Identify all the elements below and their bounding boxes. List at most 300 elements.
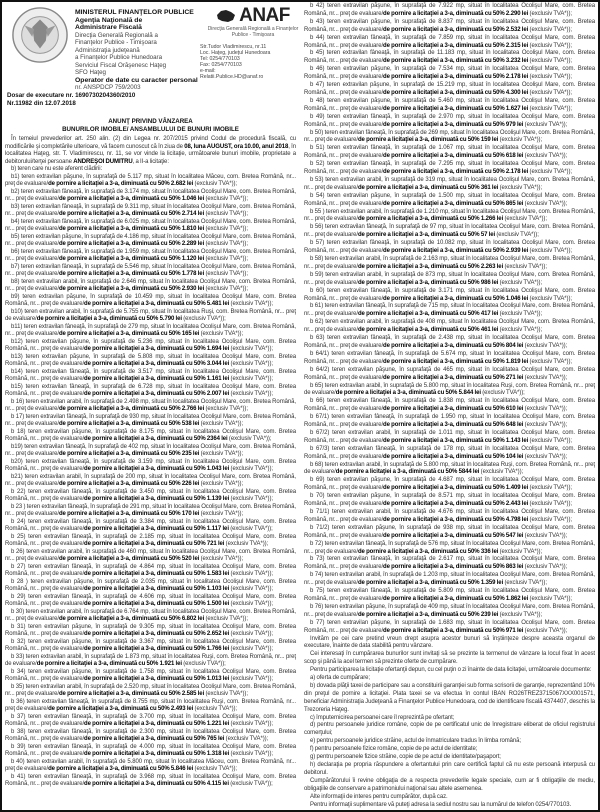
price-value: 2.315 (505, 42, 521, 49)
land-use: arabil (366, 319, 382, 326)
land-use: păşune (71, 428, 92, 435)
area-sqm: 9.305 (139, 623, 154, 630)
price-value: 2.532 (505, 26, 521, 33)
area-sqm: 3.171 (438, 287, 454, 294)
price-value: 1.143 (505, 437, 521, 444)
property-item: b 39) teren extravilan fâneaţă, în suprafaţă de 4.000 mp, situat în localitatea Ocolişul Mare, com. Bretea Română, nr... preţ de evaluare/de pornire a licitaţiei a 3-a, diminuată cu 50% 1.318 lei (exclusiv TVA*)); (5, 743, 296, 758)
locality: Ocolişul Mare (499, 303, 536, 310)
item-label: b 55 ) (310, 208, 325, 215)
letterhead (5, 0, 299, 118)
area-sqm: 2.185 (139, 533, 155, 540)
locality: Ocolişul Mare (222, 713, 260, 720)
starting-price: de pornire a licitaţiei a 3-a, diminuată cu 50% 336 lei (357, 548, 499, 555)
starting-price: de pornire a licitaţiei a 3-a, diminuată cu 50% 57 lei (357, 232, 496, 239)
starting-price: de pornire a licitaţiei a 3-a, diminuată cu 50% 2.532 lei (383, 26, 529, 33)
starting-price: de pornire a licitaţiei a 3-a, diminuată cu 50% 1.766 lei (84, 646, 230, 653)
agency-name-2: Administrare Fiscală (75, 24, 142, 31)
item-label: b 51) (310, 145, 325, 152)
locality: Ocolişul Mare (499, 572, 536, 579)
price-value: 2.289 (181, 241, 197, 248)
locality: Ocolişul Mare (222, 623, 260, 630)
item-label: b 66) (310, 398, 325, 405)
land-use: păşune (370, 3, 391, 9)
land-use: fâneaţă (365, 303, 386, 310)
price-value: 1.013 (206, 676, 222, 683)
starting-price: de pornire a licitaţiei a 3-a, diminuată cu 50% 1.013 lei (84, 676, 230, 683)
land-use: păşune (71, 623, 92, 630)
area-sqm: 3.968 (139, 773, 155, 780)
locality: Ocolişul Mare (222, 578, 260, 585)
locality: Ocolişul Mare (522, 350, 559, 357)
starting-price: de pornire a licitaţiei a 3-a, diminuată cu 50% 2.178 lei (383, 74, 529, 81)
property-item: b 27) teren extravilan fâneaţă, în suprafaţă de 4.864 mp, situat în localitatea Ocolişul Mare, com. Bretea Română, nr... preţ de evaluare/de pornire a licitaţiei a 3-a, diminuată cu 50% 1.583 lei (exclusiv TVA*)); (5, 563, 296, 578)
starting-price: de pornire a licitaţiei a 3-a, diminuată cu 50% 170 lei (58, 511, 200, 518)
property-item: b21) teren extravilan arabil, în suprafaţă de 200 mp, situat în localitatea Ocolişul Mare, com. Bretea Română, nr... preţ de evaluare/de pornire a licitaţiei a 3-a, diminuată cu 50% 226 lei (exclusiv TVA*)); (5, 473, 296, 488)
land-use: arabil (365, 572, 380, 579)
price-value: 1.266 (480, 216, 496, 223)
starting-price: de pornire a licitaţiei a 3-a, diminuată cu 50% 271 lei (383, 374, 524, 381)
property-item: b 29) teren extravilan fâneaţă, în suprafaţă de 4.606 mp, situat în localitatea Ocolişul Mare, com. Bretea Română, nr... preţ de evaluare/de pornire a licitaţiei a 3-a, diminuată cu 50% 1.500 lei (exclusiv TVA*)); (5, 593, 296, 608)
area-sqm: 5.809 (438, 588, 454, 595)
item-label: b 61) (310, 303, 324, 310)
property-item: b 49) teren extravilan fâneaţă, în suprafaţă de 2.970 mp, situat în localitatea Ocolişul Mare, com. Bretea Română, nr... preţ de evaluare/de pornire a licitaţiei a 3-a, diminuată cu 50% 979 lei (exclusiv TVA*)); (304, 113, 595, 128)
land-use: arabil (67, 653, 82, 660)
property-item: b 61) teren extravilan fâneaţă, în suprafaţă de 715 mp, situat în localitatea Ocolişul Mare, com. Bretea Română, nr... preţ de evaluare/de pornire a licitaţiei a 3-a, diminuată cu 50% 417 lei (exclusiv TVA*)); (304, 303, 595, 318)
area-sqm: 1.683 (438, 619, 453, 626)
item-label: b1) (11, 173, 20, 180)
starting-price: de pornire a licitaţiei a 3-a, diminuată cu 50% 417 lei (357, 311, 499, 318)
item-label: b20) (11, 458, 23, 465)
land-use: fâneaţă (71, 563, 92, 570)
price-value: 1.139 (206, 496, 222, 503)
property-item: b 43) teren extravilan păşune, în suprafaţă de 8.837 mp, situat în localitatea Ocolişul Mare, com. Bretea Română, nr... preţ de evaluare/de pornire a licitaţiei a 3-a, diminuată cu 50% 2.532 lei (exclusiv TVA*)); (304, 18, 595, 33)
area-sqm: 4.606 (139, 593, 155, 600)
anaf-logo (205, 6, 301, 38)
locality: Ocolişul Mare (200, 608, 237, 615)
land-use: fâneaţă (65, 323, 85, 330)
starting-price: de pornire a licitaţiei a 3-a, diminuată cu 50% 971 lei (383, 627, 524, 634)
starting-price: de pornire a licitaţiei a 3-a, diminuată cu 50% 2.930 lei (58, 286, 205, 293)
locality: Ocolişul Mare (521, 97, 559, 104)
land-use: fâneaţă (61, 188, 82, 195)
locality: Ocolişul Mare (521, 82, 559, 89)
area-sqm: 5.755 (123, 308, 139, 315)
item-label: b 63) (310, 335, 325, 342)
starting-price: de pornire a licitaţiei a 3-a, diminuată cu 50% 618 lei (383, 153, 524, 160)
locality: Ocolişul Mare (221, 368, 259, 375)
area-sqm: 2.520 (124, 683, 139, 690)
price-value: 618 (505, 153, 516, 160)
property-item: b 69) teren extravilan păşune, în suprafaţă de 4.687 mp, situat în localitatea Ocolişul Mare, com. Bretea Română, nr... preţ de evaluare/de pornire a licitaţiei a 3-a, diminuată cu 50% 1.409 lei (exclusiv TVA*)); (304, 477, 595, 492)
item-label: b4) (11, 218, 20, 225)
area-sqm: 15.219 (436, 82, 455, 89)
item-label: b 53) (310, 176, 324, 183)
starting-price: de pornire a licitaţiei a 3-a, diminuată cu 50% 979 lei (383, 121, 524, 128)
starting-price: de pornire a licitaţiei a 3-a, diminuată cu 50% 1.862 lei (383, 595, 529, 602)
property-item: b 57) teren extravilan fâneaţă, în suprafaţă de 10.082 mp, situat în localitatea Ocolişul Mare, com. Bretea Română, nr... preţ de evaluare/de pornire a licitaţiei a 3-a, diminuată cu 50% 2.939 lei (exclusiv TVA*)); (304, 240, 595, 255)
starting-price: de pornire a licitaţiei a 3-a, diminuată cu 50% 6.802 lei (58, 616, 205, 623)
item-label: b 32) (11, 638, 26, 645)
property-item: b 65) teren extravilan arabil, în suprafaţă de 5.800 mp, situat în localitatea Ruşi, com. Bretea Română, nr... preţ de evaluare/de pornire a licitaţiei a 3-a, diminuată cu 50% 5.844 lei (exclusiv TVA*)); (304, 382, 596, 397)
price-value: 417 (480, 311, 491, 318)
locality: Ruşi (500, 461, 513, 468)
area-sqm: 3.700 (139, 713, 155, 720)
locality: Ruşi (201, 308, 213, 315)
property-item: b14) teren extravilan fâneaţă, în suprafaţă de 3.517 mp, situat în localitatea Ocolişul Mare, com. Bretea Română, nr... preţ de evaluare/de pornire a licitaţiei a 3-a, diminuată cu 50% 1.161 lei (exclusiv TVA*)); (5, 368, 296, 383)
price-value: 3.232 (505, 58, 521, 65)
item-label: b 67/2) (310, 429, 330, 436)
land-use: fâneaţă (370, 50, 390, 57)
starting-price: de pornire a licitaţiei a 3-a, diminuată cu 50% 1.117 lei (84, 526, 229, 533)
property-item: b 75) teren extravilan fâneaţă, în suprafaţă de 5.809 mp, situat în localitatea Ocolişul Mare, com. Bretea Română, nr... preţ de evaluare/de pornire a licitaţiei a 3-a, diminuată cu 50% 1.862 lei (exclusiv TVA*)); (304, 588, 595, 602)
org-line: Direcţia Generală Regională a (75, 31, 158, 39)
item-label: b3) (11, 203, 20, 210)
price-value: 520 (181, 556, 192, 563)
item-label: b 41) (11, 773, 26, 780)
area-sqm: 930 (129, 413, 139, 420)
email-link[interactable]: Relatii.Publice.HD@anaf.ro (200, 74, 264, 80)
land-use: fâneaţă (71, 533, 92, 540)
starting-price: de pornire a licitaţiei a 3-a, diminuată cu 50% 1.583 lei (84, 571, 230, 578)
area-sqm: 10.459 (134, 293, 153, 300)
item-label: b 75) (310, 588, 325, 595)
phone: Tel: 0254/770103 (200, 56, 240, 62)
property-item: b4) teren extravilan fâneaţă, în suprafaţă de 6.025 mp, situat în localitatea Ocolişul Mare, com. Bretea Română, nr... preţ de evaluare/de pornire a licitaţiei a 3-a, diminuată cu 50% 1.810 lei (exclusiv TVA*)); (5, 218, 296, 233)
area-sqm: 1.500 (438, 192, 453, 199)
area-sqm: 2.498 (124, 398, 139, 405)
land-use: arabil (375, 509, 390, 515)
land-use: fâneaţă (71, 593, 92, 600)
area-sqm: 5.460 (438, 97, 453, 104)
price-value: 336 (480, 548, 491, 555)
price-value: 1.046 (505, 295, 521, 302)
land-use: fâneaţă (71, 728, 92, 735)
item-label: b 71/2) (310, 524, 330, 531)
area-sqm: 3.367 (139, 638, 154, 645)
area-sqm: 1.203 (423, 572, 438, 579)
property-item: b3) teren extravilan fâneaţă, în suprafaţă de 9.311 mp, situat în localitatea Ocolişul Mare, com. Bretea Română, nr... preţ de evaluare/de pornire a licitaţiei a 3-a, diminuată cu 50% 2.714 lei (exclusiv TVA*)); (5, 203, 296, 218)
property-item: b 45) teren extravilan fâneaţă, în suprafaţă de 11.183 mp, situat în localitatea Ocolişul Mare, com. Bretea Română, nr... preţ de evaluare/de pornire a licitaţiei a 3-a, diminuată cu 50% 3.232 lei (exclusiv TVA*)); (304, 50, 595, 65)
locality: Ocolişul Mare (200, 323, 236, 330)
area-sqm: 402 (128, 443, 139, 450)
land-use: arabil (366, 271, 382, 278)
locality: Ocolişul Mare (521, 524, 559, 531)
starting-price: de pornire a licitaţiei a 3-a, diminuată cu 50% 648 lei (383, 422, 524, 429)
locality: Ocolişul Mare (521, 240, 559, 247)
locality: Ocolişul Mare (200, 263, 237, 270)
locality: Ocolişul Mare (521, 192, 559, 199)
property-item: b 56) teren extravilan fâneaţă, în suprafaţă de 97 mp, situat în localitatea Ocolişul Mare, com. Bretea Română, nr... preţ de evaluare/de pornire a licitaţiei a 3-a, diminuată cu 50% 57 lei (exclusiv TVA*)); (304, 224, 595, 239)
area-sqm: 3.384 (139, 518, 155, 525)
price-value: 2.443 (505, 501, 521, 508)
property-item: b 62) teren extravilan arabil, în suprafaţă de 408 mp, situat în localitatea Ocolişul Mare, com. Bretea Română, nr... preţ de evaluare/de pornire a licitaţiei a 3-a, diminuată cu 50% 461 lei (exclusiv TVA*)); (304, 319, 595, 334)
starting-price: de pornire a licitaţiei a 3-a, diminuată cu 50% 1.318 lei (84, 751, 230, 758)
land-use: fâneaţă (375, 445, 396, 452)
organization-block (75, 9, 198, 92)
area-sqm: 4.864 (139, 563, 155, 570)
land-use: fâneaţă (71, 773, 92, 780)
locality: Ocolişul Mare (521, 619, 559, 626)
anaf-logo-text: ANAF (239, 5, 290, 26)
section-heading: b) teren care nu este aferent clădirii: (11, 166, 103, 173)
condition-paragraph: d) pentru persoanele juridice române, copie de pe certificatul unic de înregistrare eliberat de oficiul registrului comerţului; (304, 722, 595, 737)
item-label: b 64/1) (310, 350, 329, 357)
land-use: fâneaţă (65, 443, 85, 450)
price-value: 865 (505, 200, 516, 207)
item-label: b 38) (11, 728, 26, 735)
starting-price: de pornire a licitaţiei a 3-a, diminuată cu 50% 1.810 lei (58, 226, 205, 233)
land-use: fâneaţă (370, 113, 391, 120)
conditions-section (304, 636, 595, 810)
starting-price: de pornire a licitaţiei a 3-a, diminuată cu 50% 2.766 lei (58, 406, 205, 413)
locality: Ocolişul Mare (200, 683, 237, 690)
starting-price: de pornire a licitaţiei a 3-a, diminuată cu 50% 4.798 lei (383, 516, 529, 523)
item-label: b21) (11, 473, 23, 480)
land-use: arabil (66, 473, 81, 480)
condition-paragraph: b) dovada plăţii taxei de participare sau a constituirii garanţiei sub forma scrisorii de garanţie, reprezentând 10% din preţul de pornire a licitaţiei. Plata taxei se va efectua în contul IBAN RO26TREZ3715067XXX001571, beneficiar Administraţia Judeţeană a Finanţelor Publice Hunedoara, cod de identificare fiscală 4374407, deschis la Trezoreria Haţeg. (304, 682, 595, 713)
item-label: b 46) (310, 66, 325, 73)
land-use: fâneaţă (71, 488, 92, 495)
locality: Ocolişul Mare (222, 428, 260, 435)
property-item: b 23 ) teren extravilan fâneaţă, în suprafaţă de 291 mp, situat în localitatea Ocolişul Mare, com. Bretea Română, nr... preţ de evaluare/de pornire a licitaţiei a 3-a, diminuată cu 50% 170 lei (exclusiv TVA*)); (5, 503, 296, 518)
item-label: b 42) (310, 3, 325, 9)
locality: Ocolişul Mare (498, 319, 535, 326)
area-sqm: 4.000 (139, 743, 155, 750)
item-label: b 26) (11, 548, 25, 555)
land-use: păşune (370, 477, 391, 484)
area-sqm: 6.728 (137, 383, 153, 390)
item-label: b 72) (310, 540, 324, 547)
condition-paragraph: Pentru informaţii suplimentare vă puteţi adresa la sediul nostru sau la numărul de telefon 0254/770103. (310, 801, 572, 808)
land-use: fâneaţă (71, 518, 92, 525)
property-item: b 33) teren extravilan arabil, în suprafaţă de 1.873 mp, situat în localitatea Ruşi, com. Bretea Română, nr... preţ de evaluare/de pornire a licitaţiei a 3-a, diminuată cu 50% 1.921 lei (exclusiv TVA*)); (5, 653, 297, 668)
area-sqm: 319 (425, 176, 436, 183)
area-sqm: 8.755 (132, 698, 148, 705)
locality: Ocolişul Mare (521, 366, 559, 373)
item-label: b 29) (11, 593, 26, 600)
starting-price: de pornire a licitaţiei a 3-a, diminuată cu 50% 361 lei (357, 184, 499, 191)
price-value: 1.046 (181, 196, 197, 203)
title-line: BUNURILOR IMOBILE/ ANSAMBLULUI DE BUNURI IMOBILE (62, 125, 239, 133)
land-use: arabil (66, 398, 81, 405)
item-label: b6) (11, 248, 20, 255)
starting-price: de pornire a licitaţiei a 3-a, diminuată cu 50% 2.493 lei (48, 706, 194, 713)
locality: Ocolişul Mare (521, 113, 559, 120)
starting-price: de pornire a licitaţiei a 3-a, diminuată cu 50% 1.143 lei (383, 437, 529, 444)
fax: Fax: 0254/770103 (200, 62, 242, 68)
price-value: 2.682 (170, 181, 186, 188)
land-use: fâneaţă (62, 203, 82, 210)
starting-price: de pornire a licitaţiei a 3-a, diminuată cu 50% 239 lei (357, 611, 499, 618)
ministry-name: MINISTERUL FINANŢELOR PUBLICE (75, 9, 194, 16)
locality: Ocolişul Mare (521, 556, 559, 563)
area-sqm: 291 (129, 503, 140, 510)
price-value: 239 (480, 611, 491, 618)
price-value: 3.044 (206, 361, 222, 368)
item-label: b 23 ) (11, 503, 26, 510)
locality: Ocolişul Mare (222, 638, 260, 645)
area-sqm: 409 (428, 603, 438, 610)
land-use: arabil (66, 608, 81, 615)
org-line: Serviciul Fiscal Orăşenesc Haţeg (75, 61, 167, 69)
land-use: fâneaţă (61, 263, 82, 270)
locality: Ocolişul Mare (201, 503, 237, 510)
price-value: 2.178 (505, 74, 521, 81)
starting-price: de pornire a licitaţiei a 3-a, diminuată cu 50% 721 lei (84, 541, 225, 548)
area-sqm: 269 (428, 129, 438, 136)
starting-price: de pornire a licitaţiei a 3-a, diminuată cu 50% 1.359 lei (357, 580, 504, 587)
price-value: 610 (505, 406, 516, 413)
price-value: 461 (480, 327, 491, 334)
property-item: b 32) teren extravilan păşune, în suprafaţă de 3.367 mp, situat în localitatea Ocolişul Mare, com. Bretea Română, nr... preţ de evaluare/de pornire a licitaţiei a 3-a, diminuată cu 50% 1.766 lei (exclusiv TVA*)); (5, 638, 296, 653)
price-value: 804 (505, 342, 516, 349)
property-item: b7) teren extravilan fâneaţă, în suprafaţă de 5.546 mp, situat în localitatea Ocolişul Mare, com. Bretea Română, nr... preţ de evaluare/de pornire a licitaţiei a 3-a, diminuată cu 50% 1.778 lei (exclusiv TVA*)); (5, 263, 296, 278)
starting-price: de pornire a licitaţiei a 3-a, diminuată cu 50% 5.844 lei (335, 390, 481, 397)
starting-price: de pornire a licitaţiei a 3-a, diminuată cu 50% 1.103 lei (84, 586, 230, 593)
price-value: 979 (505, 121, 516, 128)
land-use: arabil (366, 461, 381, 468)
auction-date: 08, luna AUGUST, ora 10.00, anul 2018 (184, 143, 289, 150)
property-item: b 70) teren extravilan păşune, în suprafaţă de 8.571 mp, situat în localitatea Ocolişul Mare, com. Bretea Română, nr... preţ de evaluare/de pornire a licitaţiei a 3-a, diminuată cu 50% 2.443 lei (exclusiv TVA*)); (304, 493, 595, 508)
locality: Ocolişul Mare (221, 338, 259, 345)
locality: Ocolişul Mare (521, 18, 559, 25)
property-item: b11) teren extravilan fâneaţă, în suprafaţă de 279 mp, situat în localitatea Ocolişul Mare, com. Bretea Română, nr... preţ de evaluare/de pornire a licitaţiei a 3-a, diminuată cu 50% 165 lei (exclusiv TVA*)); (5, 323, 296, 338)
price-value: 1.359 (480, 580, 496, 587)
land-use: păşune (375, 524, 395, 531)
locality: Ruşi (211, 698, 224, 705)
price-value: 1.117 (206, 526, 222, 533)
area-sqm: 4.186 (124, 233, 139, 240)
land-use: păşune (370, 97, 391, 104)
locality: Ocolişul Mare (199, 473, 236, 480)
area-sqm: 8.571 (438, 493, 453, 500)
starting-price: de pornire a licitaţiei a 3-a, diminuată cu 50% 5.481 lei (84, 301, 230, 308)
price-value: 648 (505, 422, 516, 429)
item-label: b 73) (310, 556, 325, 563)
area-sqm: 938 (443, 524, 453, 531)
price-value: 1.318 (206, 751, 222, 758)
price-value: 2.263 (480, 263, 496, 270)
starting-price: de pornire a licitaţiei a 3-a, diminuată cu 50% 986 lei (357, 279, 499, 286)
land-use: păşune (370, 18, 391, 25)
starting-price: de pornire a licitaţiei a 3-a, diminuată cu 50% 1.694 lei (84, 346, 230, 353)
starting-price: de pornire a licitaţiei a 3-a, diminuată cu 50% 538 lei (58, 421, 200, 428)
price-value: 4.115 (206, 781, 222, 788)
price-value: 2.939 (505, 248, 521, 255)
land-use: arabil (67, 548, 83, 555)
starting-price: de pornire a licitaţiei a 3-a, diminuată cu 50% 2.652 lei (84, 631, 230, 638)
price-value: 361 (480, 184, 491, 191)
price-value: 5844 (458, 469, 472, 476)
area-sqm: 5.808 (137, 353, 153, 360)
price-value: 5.790 (159, 316, 175, 323)
price-value: 2.714 (181, 211, 197, 218)
locality: Ocolişul Mare (521, 161, 559, 168)
property-item: b 67/1) teren extravilan fâneaţă, în suprafaţă de 1.950 mp, situat în localitatea Ocolişul Mare, com. Bretea Română, nr... preţ de evaluare/de pornire a licitaţiei a 3-a, diminuată cu 50% 648 lei (exclusiv TVA*)); (304, 414, 595, 429)
area-sqm: 5.236 (137, 338, 153, 345)
locality: Ocolişul Mare (222, 728, 260, 735)
condition-paragraph: Alte informaţii de interes pentru cumpărător, după caz. (310, 793, 448, 800)
land-use: arabil (66, 683, 81, 690)
property-item: b 76) teren extravilan păşune, în suprafaţă de 409 mp, situat în localitatea Ocolişul Mare, com. Bretea Română, nr... preţ de evaluare/de pornire a licitaţiei a 3-a, diminuată cu 50% 239 lei (exclusiv TVA*)); (304, 603, 596, 618)
item-label: b 33) (11, 653, 25, 660)
item-label: b 65) (310, 382, 324, 389)
property-item: b15) teren extravilan fâneaţă, în suprafaţă de 6.728 mp, situat în localitatea Ocolişul Mare, com. Bretea Română, nr... preţ de evaluare/de pornire a licitaţiei a 3-a, diminuată cu 50% 2.007 lei (exclusiv TVA*)); (5, 383, 296, 398)
land-use: păşune (69, 338, 89, 345)
area-sqm: 4.687 (438, 477, 453, 484)
area-sqm: 3.159 (137, 458, 153, 465)
locality: Ocolişul Mare (200, 443, 237, 450)
land-use: păşune (69, 353, 89, 360)
starting-price: de pornire a licitaţiei a 3-a, diminuată cu 50% 165 lei (58, 331, 200, 338)
starting-price: de pornire a licitaţiei a 3-a, diminuată cu 50% 863 lei (383, 564, 524, 571)
item-label: b 36) (11, 698, 25, 705)
locality: Ocolişul Mare (521, 287, 559, 294)
property-item: b 77) teren extravilan păşune, în suprafaţă de 1.683 mp, situat în localitatea Ocolişul Mare, com. Bretea Română, nr... preţ de evaluare/de pornire a licitaţiei a 3-a, diminuată cu 50% 971 lei (exclusiv TVA*)); (304, 619, 595, 634)
item-label: b 50) (310, 129, 324, 136)
land-use: fâneaţă (66, 413, 87, 420)
item-label: b19) (11, 443, 23, 450)
locality: Măceu (206, 758, 224, 765)
property-item: b9) teren extravilan păşune, în suprafaţă de 10.459 mp, situat în localitatea Ocolişul Mare, com. Bretea Română, nr... preţ de evaluare/de pornire a licitaţiei a 3-a, diminuată cu 50% 5.481 lei (exclusiv TVA*)); (5, 293, 296, 308)
item-label: b 31) (11, 623, 26, 630)
land-use: păşune (370, 66, 391, 73)
price-value: 1.921 (159, 661, 175, 668)
starting-price: de pornire a licitaţiei a 3-a, diminuată cu 50% 5.790 lei (36, 316, 182, 323)
price-value: 2.178 (505, 169, 521, 176)
locality: Ocolişul Mare (200, 413, 237, 420)
area-sqm: 10.082 (436, 240, 455, 247)
property-item: b 40) teren extravilan arabil, în suprafaţă de 5.800 mp, situat în localitatea Măceu, com. Bretea Română, nr... preţ de evaluare/de pornire a licitaţiei a 3-a, diminuată cu 50% 5.846 lei (exclusiv TVA*)); (5, 758, 296, 773)
item-label: b 64/2) (310, 366, 330, 373)
area-sqm: 8.175 (139, 428, 154, 435)
area-sqm: 1.758 (139, 668, 154, 675)
item-label: b 34) (11, 668, 26, 675)
price-value: 226 (181, 481, 192, 488)
starting-price: de pornire a licitaţiei a 3-a, diminuată cu 50% 2364 lei (84, 436, 228, 443)
item-label: b 45) (310, 50, 325, 57)
area-sqm: 5.800 (423, 382, 439, 389)
starting-price: de pornire a licitaţiei a 3-a, diminuată cu 50% 2.178 lei (383, 169, 529, 176)
starting-price: de pornire a licitaţiei a 3-a, diminuată cu 50% 3.232 lei (383, 58, 529, 65)
land-use: păşune (71, 638, 92, 645)
item-label: b 54) (310, 192, 325, 199)
price-value: 1.161 (206, 376, 222, 383)
org-line: SFO Haţeg (75, 69, 106, 76)
property-item: b 42) teren extravilan păşune, în suprafaţă de 7.922 mp, situat în localitatea Ocolişul Mare, com. Bretea Română, nr... preţ de evaluare/de pornire a licitaţiei a 3-a, diminuată cu 50% 2.290 lei (exclusiv TVA*)); (304, 3, 595, 17)
starting-price: de pornire a licitaţiei a 3-a, diminuată cu 50% 1.139 lei (84, 496, 230, 503)
property-list-left (5, 174, 296, 789)
land-use: fâneaţă (370, 34, 391, 41)
locality: Ocolişul Mare (221, 458, 259, 465)
property-item: b 64/2) teren extravilan păşune, în suprafaţă de 465 mp, situat în localitatea Ocolişul Mare, com. Bretea Română, nr... preţ de evaluare/de pornire a licitaţiei a 3-a, diminuată cu 50% 271 lei (exclusiv TVA*)); (304, 366, 595, 381)
area-sqm: 5.546 (124, 263, 140, 270)
locality: Ocolişul Mare (522, 414, 559, 421)
locality: Ocolişul Mare (521, 493, 559, 500)
item-label: b 62) (310, 319, 324, 326)
property-list-right (304, 3, 595, 636)
starting-price: de pornire a licitaţiei a 3-a, diminuată cu 50% 2.290 lei (383, 10, 529, 17)
land-use: păşune (73, 578, 93, 585)
item-label: b 44) (310, 34, 325, 41)
item-label: b 57) (310, 240, 325, 247)
item-label: b 18) (11, 428, 26, 435)
area-sqm: 2.646 (121, 278, 137, 285)
property-item: b 17) teren extravilan fâneaţă, în suprafaţă de 930 mp, situat în localitatea Ocolişul Mare, com. Bretea Română, nr... preţ de evaluare/de pornire a licitaţiei a 3-a, diminuată cu 50% 538 lei (exclusiv TVA*)); (5, 413, 296, 428)
property-item: b 64/1) teren extravilan fâneaţă, în suprafaţă de 5.674 mp, situat în localitatea Ocolişul Mare, com. Bretea Română, nr... preţ de evaluare/de pornire a licitaţiei a 3-a, diminuată cu 50% 1.819 lei (exclusiv TVA*)); (304, 350, 595, 365)
locality: Ocolişul Mare (200, 218, 237, 225)
property-item: b 54) teren extravilan păşune, în suprafaţă de 1.500 mp, situat în localitatea Ocolişul Mare, com. Bretea Română, nr... preţ de evaluare/de pornire a licitaţiei a 3-a, diminuată cu 50% 865 lei (exclusiv TVA*)); (304, 192, 595, 207)
